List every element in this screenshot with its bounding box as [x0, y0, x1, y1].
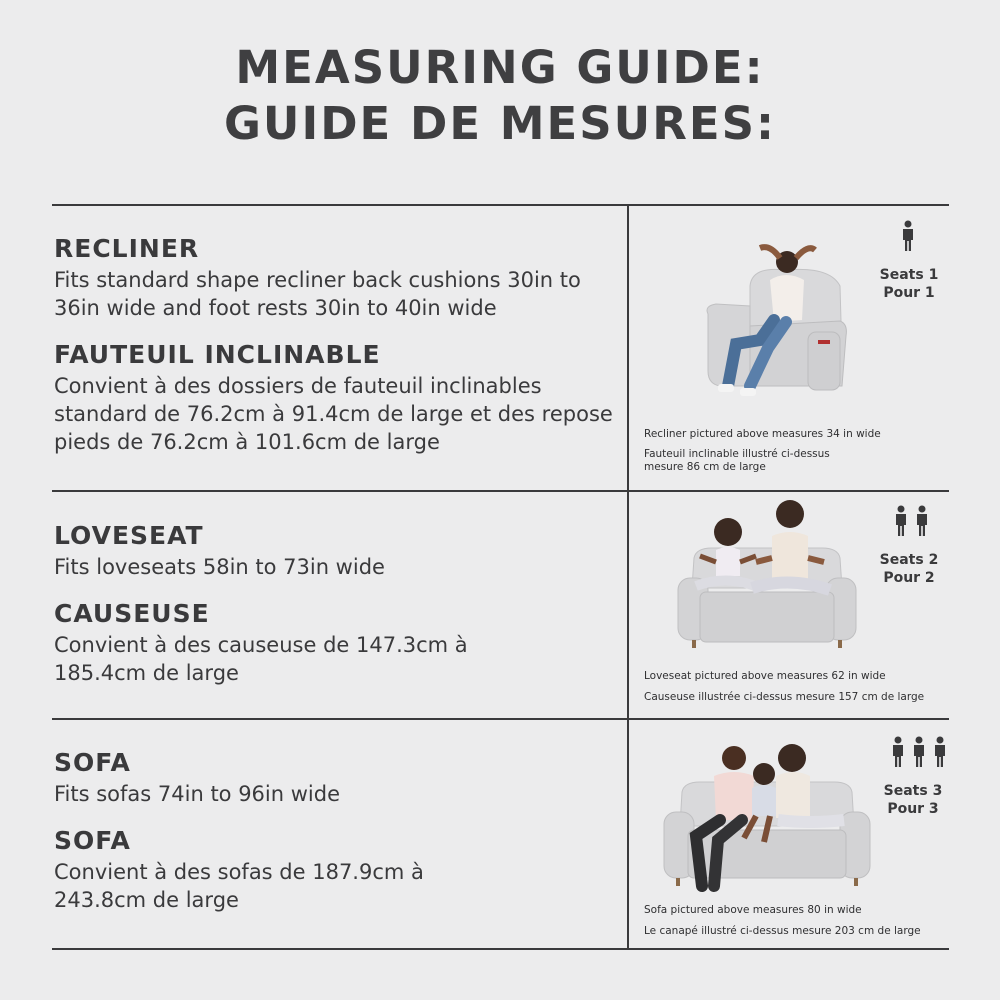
section-heading-fr: CAUSEUSE — [54, 599, 210, 628]
person-icon — [911, 736, 927, 768]
sofa-photo — [660, 740, 874, 900]
seats-people-icons-3 — [890, 736, 948, 772]
section-heading-en: LOVESEAT — [54, 521, 204, 550]
section-description-fr: Convient à des dossiers de fauteuil inclinables standard de 76.2cm à 91.4cm de large et des repose pieds de 76.2cm à 101.6cm de large — [54, 374, 613, 454]
caption-en-recliner: Recliner pictured above measures 34 in wide — [644, 428, 881, 440]
title-french: GUIDE DE MESURES: — [223, 97, 776, 150]
caption-en-sofa: Sofa pictured above measures 80 in wide — [644, 904, 862, 916]
person-icon — [932, 736, 948, 768]
caption-fr-sofa: Le canapé illustré ci-dessus mesure 203 cm de large — [644, 925, 921, 937]
person-icon — [900, 220, 916, 252]
divider-bottom — [52, 948, 949, 950]
section-heading-fr: FAUTEUIL INCLINABLE — [54, 340, 381, 369]
person-icon — [893, 505, 909, 537]
seats-people-icons-2 — [893, 505, 930, 541]
seats-label-recliner: Seats 1 Pour 1 — [879, 267, 939, 301]
caption-fr-recliner: Fauteuil inclinable illustré ci-dessus mesure 86 cm de large — [644, 448, 830, 473]
loveseat-photo — [672, 496, 862, 656]
section-loveseat — [52, 521, 627, 687]
page-title — [0, 40, 1000, 152]
section-sofa — [52, 748, 627, 914]
section-heading-fr: SOFA — [54, 826, 131, 855]
section-description-en: Fits loveseats 58in to 73in wide — [54, 555, 385, 579]
seats-label-sofa: Seats 3 Pour 3 — [883, 783, 943, 817]
divider-1 — [52, 490, 949, 492]
divider-2 — [52, 718, 949, 720]
recliner-photo — [690, 236, 860, 414]
section-description-fr: Convient à des sofas de 187.9cm à 243.8cm de large — [54, 860, 424, 912]
column-divider — [627, 204, 629, 950]
section-heading-en: RECLINER — [54, 234, 200, 263]
section-heading-en: SOFA — [54, 748, 131, 777]
caption-en-loveseat: Loveseat pictured above measures 62 in wide — [644, 670, 886, 682]
title-english: MEASURING GUIDE: — [235, 41, 765, 94]
seats-people-icons-1 — [900, 220, 916, 256]
section-recliner — [52, 234, 627, 456]
divider-top — [52, 204, 949, 206]
person-icon — [890, 736, 906, 768]
section-description-en: Fits standard shape recliner back cushions 30in to 36in wide and foot rests 30in to 40in wide — [54, 268, 581, 320]
section-description-en: Fits sofas 74in to 96in wide — [54, 782, 341, 806]
person-icon — [914, 505, 930, 537]
caption-fr-loveseat: Causeuse illustrée ci-dessus mesure 157 cm de large — [644, 691, 925, 703]
section-description-fr: Convient à des causeuse de 147.3cm à 185.4cm de large — [54, 633, 468, 685]
seats-label-loveseat: Seats 2 Pour 2 — [879, 552, 939, 586]
